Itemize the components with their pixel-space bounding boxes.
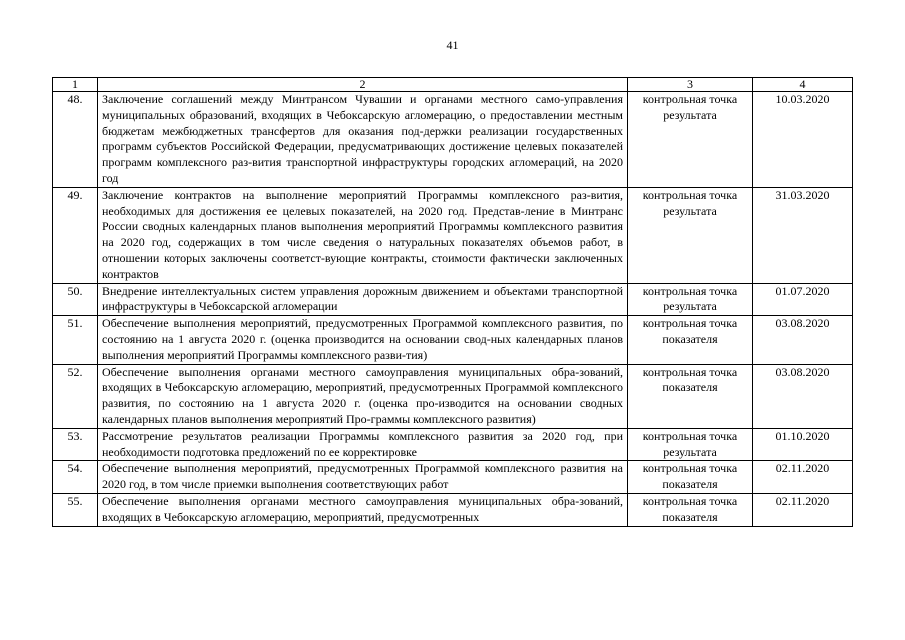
page-number: 41 bbox=[446, 38, 459, 52]
table-row bbox=[53, 461, 853, 494]
row-description: Заключение соглашений между Минтрансом Чувашии и органами местного само-управления муниципальных образований, входящих в Чебоксарскую агломерацию, о предоставлении местным бюджетам межбюджетных трансфертов для оказания под-держки реализации государственных программ субъектов Российской Федерации, предусматривающих достижение целевых показателей программ комплексного раз-вития транспортной инфраструктуры городских агломераций, на 2020 год bbox=[98, 92, 628, 188]
row-number: 49. bbox=[53, 187, 98, 283]
table-row bbox=[53, 493, 853, 526]
column-header: 1 bbox=[53, 78, 98, 92]
row-number: 52. bbox=[53, 364, 98, 428]
row-date: 03.08.2020 bbox=[753, 364, 853, 428]
row-description: Внедрение интеллектуальных систем управления дорожным движением и объектами транспортной инфраструктуры в Чебоксарской агломерации bbox=[98, 283, 628, 316]
row-milestone-type: контрольная точка результата bbox=[628, 283, 753, 316]
table-row bbox=[53, 364, 853, 428]
milestones-table bbox=[52, 77, 853, 527]
row-number: 50. bbox=[53, 283, 98, 316]
row-date: 02.11.2020 bbox=[753, 493, 853, 526]
table-row bbox=[53, 428, 853, 461]
row-milestone-type: контрольная точка показателя bbox=[628, 316, 753, 364]
row-date: 31.03.2020 bbox=[753, 187, 853, 283]
row-milestone-type: контрольная точка показателя bbox=[628, 493, 753, 526]
row-date: 01.07.2020 bbox=[753, 283, 853, 316]
table-row bbox=[53, 283, 853, 316]
row-description: Рассмотрение результатов реализации Программы комплексного развития за 2020 год, при необходимости подготовка предложений по ее корректировке bbox=[98, 428, 628, 461]
row-milestone-type: контрольная точка результата bbox=[628, 92, 753, 188]
row-date: 01.10.2020 bbox=[753, 428, 853, 461]
column-header: 2 bbox=[98, 78, 628, 92]
row-number: 54. bbox=[53, 461, 98, 494]
row-milestone-type: контрольная точка показателя bbox=[628, 364, 753, 428]
table-header-row bbox=[53, 78, 853, 92]
table-row bbox=[53, 92, 853, 188]
row-number: 51. bbox=[53, 316, 98, 364]
column-header: 4 bbox=[753, 78, 853, 92]
row-number: 55. bbox=[53, 493, 98, 526]
row-date: 10.03.2020 bbox=[753, 92, 853, 188]
row-description: Заключение контрактов на выполнение мероприятий Программы комплексного раз-вития, необходимых для достижения ее целевых показателей, на 2020 год. Представ-ление в Минтранс России сводных календарных планов выполнения мероприятий Программы комплексного развития на 2020 год, содержащих в том числе сведения о натуральных показателях объемов работ, в отношении которых заключены соответст-вующие контракты, стоимости фактически заключенных контрактов bbox=[98, 187, 628, 283]
row-number: 48. bbox=[53, 92, 98, 188]
row-date: 03.08.2020 bbox=[753, 316, 853, 364]
column-header: 3 bbox=[628, 78, 753, 92]
row-milestone-type: контрольная точка результата bbox=[628, 187, 753, 283]
row-milestone-type: контрольная точка показателя bbox=[628, 461, 753, 494]
row-description: Обеспечение выполнения органами местного самоуправления муниципальных обра-зований, входящих в Чебоксарскую агломерацию, мероприятий, предусмотренных bbox=[98, 493, 628, 526]
row-description: Обеспечение выполнения мероприятий, предусмотренных Программой комплексного развития, по состоянию на 1 августа 2020 г. (оценка производится на основании свод-ных календарных планов выполнения мероприятий Программы комплексного разви-тия) bbox=[98, 316, 628, 364]
row-number: 53. bbox=[53, 428, 98, 461]
row-date: 02.11.2020 bbox=[753, 461, 853, 494]
table-row bbox=[53, 316, 853, 364]
row-milestone-type: контрольная точка результата bbox=[628, 428, 753, 461]
row-description: Обеспечение выполнения органами местного самоуправления муниципальных обра-зований, входящих в Чебоксарскую агломерацию, мероприятий, предусмотренных Программой комплексного развития, по состоянию на 1 августа 2020 г. (оценка про-изводится на основании сводных календарных планов выполнения мероприятий Про-граммы комплексного развития) bbox=[98, 364, 628, 428]
table-row bbox=[53, 187, 853, 283]
row-description: Обеспечение выполнения мероприятий, предусмотренных Программой комплексного развития на 2020 год, в том числе приемки выполнения соответствующих работ bbox=[98, 461, 628, 494]
